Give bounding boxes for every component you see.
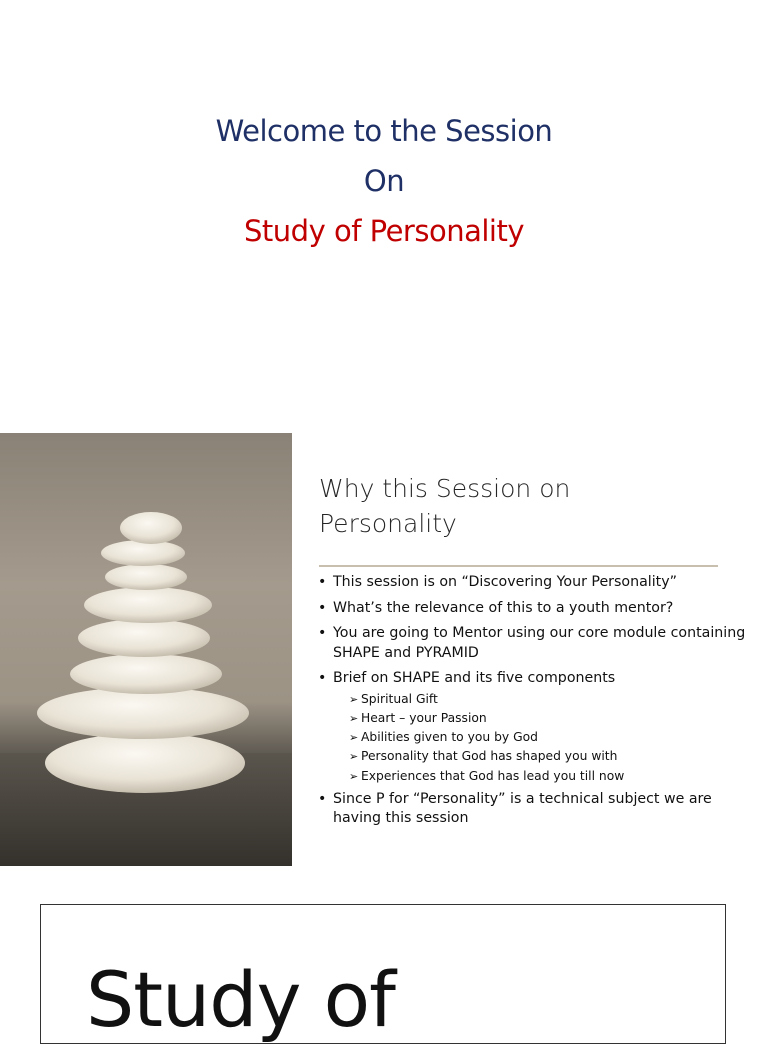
sub-bullet-text: Abilities given to you by God: [361, 730, 538, 745]
heading-divider: [319, 565, 718, 567]
section-title: Study of: [86, 955, 395, 1044]
slide-title: Welcome to the Session: [215, 114, 553, 148]
arrow-bullet-icon: ➢: [349, 692, 359, 706]
bullet-icon: •: [318, 599, 327, 616]
bullet-list: [316, 573, 756, 835]
bullet-item: [316, 624, 756, 663]
sub-bullet-item: [349, 728, 756, 747]
bullet-icon: •: [318, 790, 327, 807]
bullet-text: This session is on “Discovering Your Personality”: [333, 574, 677, 590]
sub-bullet-text: Experiences that God has lead you till now: [361, 768, 625, 783]
bullet-item: [316, 599, 756, 619]
bullet-text: Brief on SHAPE and its five components: [333, 670, 616, 686]
heading-line-1: Why this Session on: [319, 474, 571, 503]
arrow-bullet-icon: ➢: [349, 731, 359, 745]
sub-bullet-list: [333, 690, 756, 786]
stacked-stones-photo: [0, 433, 292, 866]
arrow-bullet-icon: ➢: [349, 750, 359, 764]
title-slide: [0, 0, 768, 420]
slide-subtitle: Study of Personality: [244, 214, 524, 248]
sub-bullet-text: Spiritual Gift: [361, 691, 438, 706]
arrow-bullet-icon: ➢: [349, 711, 359, 725]
bullet-icon: •: [318, 670, 327, 686]
slide-title-on: On: [363, 164, 405, 198]
content-slide: [0, 433, 768, 866]
bullet-item: [316, 790, 756, 829]
slide-heading: [319, 471, 739, 541]
bullet-item: [316, 669, 756, 786]
section-title-slide: [40, 904, 726, 1044]
sub-bullet-text: Personality that God has shaped you with: [361, 749, 618, 764]
sub-bullet-item: [349, 767, 756, 786]
arrow-bullet-icon: ➢: [349, 769, 359, 783]
heading-line-2: Personality: [319, 509, 457, 538]
sub-bullet-text: Heart – your Passion: [361, 710, 487, 725]
bullet-icon: •: [318, 625, 327, 641]
bullet-text: What’s the relevance of this to a youth mentor?: [333, 599, 674, 616]
sub-bullet-item: [349, 690, 756, 709]
sub-bullet-item: [349, 747, 756, 766]
sub-bullet-item: [349, 709, 756, 728]
bullet-item: [316, 573, 756, 593]
bullet-text: You are going to Mentor using our core module containing SHAPE and PYRAMID: [333, 625, 746, 661]
stones-illustration: [0, 433, 292, 866]
bullet-text: Since P for “Personality” is a technical subject we are having this session: [333, 790, 712, 827]
bullet-icon: •: [318, 574, 327, 590]
